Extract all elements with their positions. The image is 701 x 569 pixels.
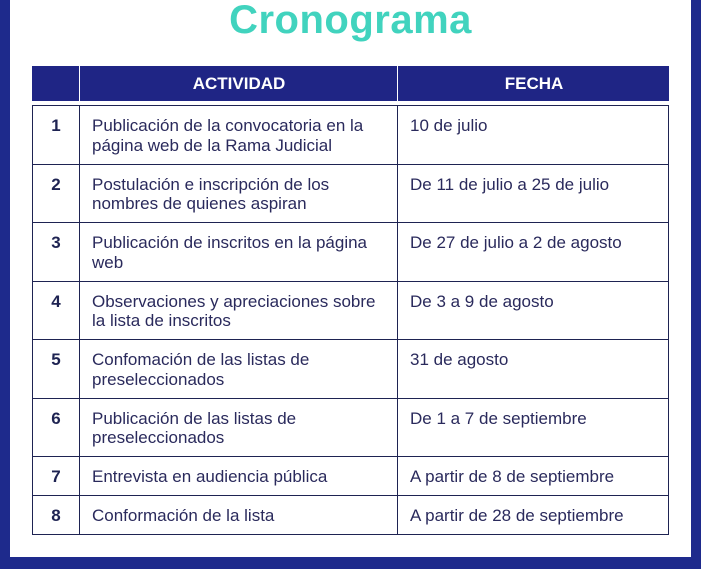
row-number: 4 <box>51 291 61 311</box>
table-row <box>32 496 669 535</box>
row-date: De 27 de julio a 2 de agosto <box>397 223 668 281</box>
row-date: De 3 a 9 de agosto <box>397 282 668 340</box>
header-number <box>32 66 78 101</box>
header-date: FECHA <box>397 66 670 101</box>
row-activity: Publicación de inscritos en la página web <box>79 223 397 281</box>
row-number: 5 <box>51 350 61 369</box>
table-header <box>32 66 669 101</box>
row-activity: Entrevista en audiencia pública <box>79 457 397 495</box>
row-number: 3 <box>51 233 61 252</box>
row-number: 2 <box>51 174 61 194</box>
row-number: 8 <box>51 506 61 525</box>
row-date: De 1 a 7 de septiembre <box>397 399 668 457</box>
table-row <box>32 106 669 165</box>
row-number: 6 <box>51 408 61 428</box>
page-title: Cronograma <box>229 0 472 42</box>
row-activity: Publicación de las listas de preseleccionados <box>79 399 397 457</box>
table-row <box>32 457 669 496</box>
row-activity: Publicación de la convocatoria en la página web de la Rama Judicial <box>79 106 397 164</box>
header-activity: ACTIVIDAD <box>79 66 398 101</box>
row-date: 31 de agosto <box>397 340 668 398</box>
row-date: De 11 de julio a 25 de julio <box>397 165 668 223</box>
row-number: 1 <box>51 116 61 135</box>
row-date: A partir de 8 de septiembre <box>397 457 668 495</box>
table-row <box>32 282 669 341</box>
table-row <box>32 340 669 399</box>
row-activity: Confomación de las listas de preseleccionados <box>79 340 397 398</box>
table-body <box>32 105 669 535</box>
table-row <box>32 399 669 458</box>
table-row <box>32 223 669 282</box>
row-number: 7 <box>51 467 61 486</box>
row-activity: Conformación de la lista <box>79 496 397 534</box>
schedule-table <box>32 66 669 535</box>
table-row <box>32 165 669 224</box>
row-date: 10 de julio <box>397 106 668 164</box>
row-activity: Observaciones y apreciaciones sobre la lista de inscritos <box>79 282 397 340</box>
row-date: A partir de 28 de septiembre <box>397 496 668 534</box>
row-activity: Postulación e inscripción de los nombres de quienes aspiran <box>79 165 397 223</box>
